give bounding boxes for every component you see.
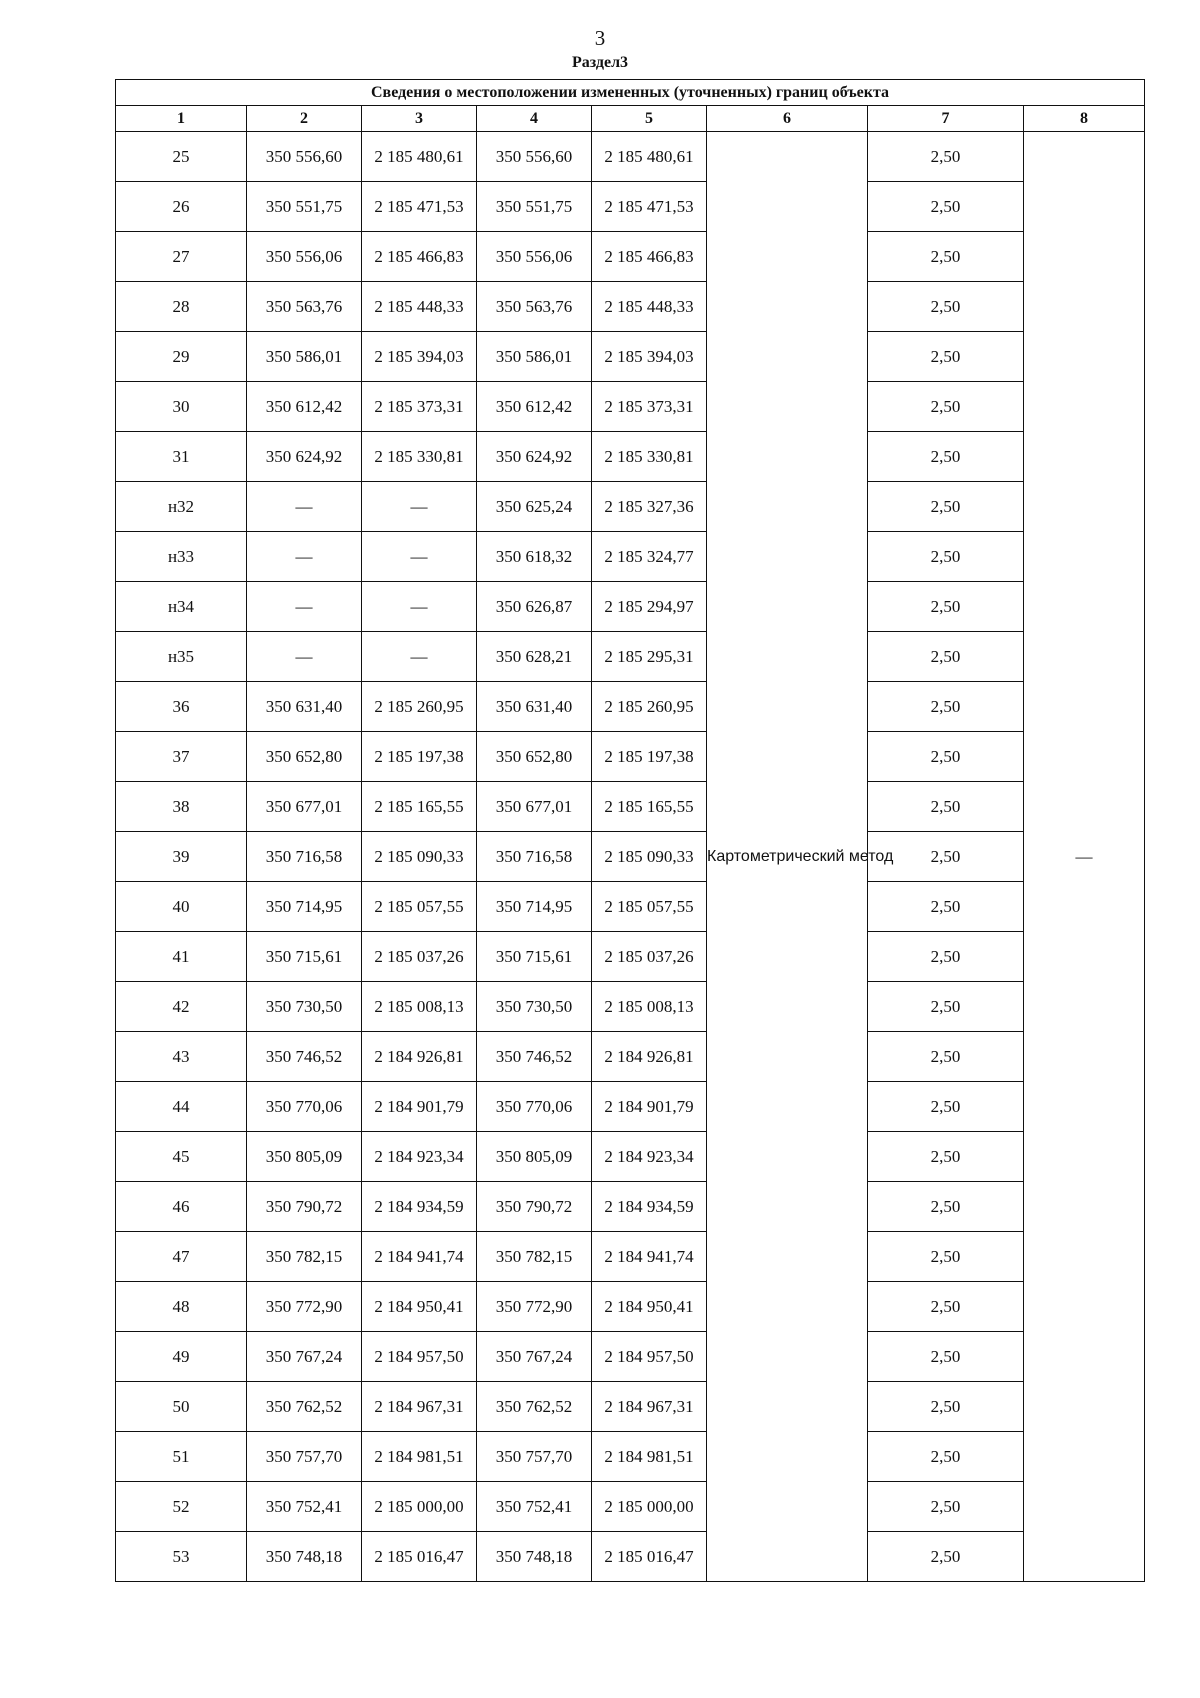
new-x-cell: 350 805,09 bbox=[477, 1132, 592, 1182]
point-number-cell: 25 bbox=[116, 132, 247, 182]
accuracy-cell: 2,50 bbox=[868, 1332, 1024, 1382]
table-row bbox=[116, 1282, 1145, 1332]
table-row bbox=[116, 782, 1145, 832]
section-title: Раздел3 bbox=[571, 54, 629, 71]
existing-y-cell: — bbox=[362, 632, 477, 682]
table-row bbox=[116, 332, 1145, 382]
existing-x-cell: 350 714,95 bbox=[247, 882, 362, 932]
accuracy-cell: 2,50 bbox=[868, 182, 1024, 232]
point-number-cell: 27 bbox=[116, 232, 247, 282]
accuracy-cell: 2,50 bbox=[868, 1232, 1024, 1282]
new-x-cell: 350 762,52 bbox=[477, 1382, 592, 1432]
point-number-cell: 47 bbox=[116, 1232, 247, 1282]
new-y-cell: 2 185 016,47 bbox=[592, 1532, 707, 1582]
new-x-cell: 350 628,21 bbox=[477, 632, 592, 682]
point-number-cell: 39 bbox=[116, 832, 247, 882]
existing-y-cell: 2 184 957,50 bbox=[362, 1332, 477, 1382]
accuracy-cell: 2,50 bbox=[868, 582, 1024, 632]
existing-x-cell: 350 748,18 bbox=[247, 1532, 362, 1582]
new-x-cell: 350 618,32 bbox=[477, 532, 592, 582]
point-number-cell: 38 bbox=[116, 782, 247, 832]
existing-x-cell: 350 715,61 bbox=[247, 932, 362, 982]
point-number-cell: 44 bbox=[116, 1082, 247, 1132]
new-x-cell: 350 631,40 bbox=[477, 682, 592, 732]
new-x-cell: 350 772,90 bbox=[477, 1282, 592, 1332]
existing-y-cell: 2 184 923,34 bbox=[362, 1132, 477, 1182]
accuracy-cell: 2,50 bbox=[868, 732, 1024, 782]
column-header: 8 bbox=[1024, 106, 1145, 132]
existing-y-cell: 2 185 037,26 bbox=[362, 932, 477, 982]
new-y-cell: 2 185 394,03 bbox=[592, 332, 707, 382]
new-x-cell: 350 767,24 bbox=[477, 1332, 592, 1382]
table-row bbox=[116, 132, 1145, 182]
existing-x-cell: 350 770,06 bbox=[247, 1082, 362, 1132]
existing-y-cell: 2 185 330,81 bbox=[362, 432, 477, 482]
table-row bbox=[116, 882, 1145, 932]
point-number-cell: 40 bbox=[116, 882, 247, 932]
existing-x-cell: — bbox=[247, 632, 362, 682]
accuracy-cell: 2,50 bbox=[868, 1482, 1024, 1532]
accuracy-cell: 2,50 bbox=[868, 1032, 1024, 1082]
existing-y-cell: 2 185 260,95 bbox=[362, 682, 477, 732]
new-y-cell: 2 184 950,41 bbox=[592, 1282, 707, 1332]
accuracy-cell: 2,50 bbox=[868, 632, 1024, 682]
existing-y-cell: 2 184 926,81 bbox=[362, 1032, 477, 1082]
table-caption: Сведения о местоположении измененных (уточненных) границ объекта bbox=[116, 80, 1145, 106]
point-number-cell: 30 bbox=[116, 382, 247, 432]
table-row bbox=[116, 832, 1145, 882]
new-y-cell: 2 185 327,36 bbox=[592, 482, 707, 532]
existing-y-cell: 2 185 394,03 bbox=[362, 332, 477, 382]
table-row bbox=[116, 282, 1145, 332]
table-row bbox=[116, 382, 1145, 432]
new-y-cell: 2 184 957,50 bbox=[592, 1332, 707, 1382]
column-header: 1 bbox=[116, 106, 247, 132]
existing-x-cell: 350 716,58 bbox=[247, 832, 362, 882]
table-row bbox=[116, 932, 1145, 982]
existing-x-cell: 350 772,90 bbox=[247, 1282, 362, 1332]
table-row bbox=[116, 1382, 1145, 1432]
accuracy-cell: 2,50 bbox=[868, 832, 1024, 882]
new-x-cell: 350 556,60 bbox=[477, 132, 592, 182]
column8-cell: — bbox=[1024, 132, 1145, 1582]
point-number-cell: 29 bbox=[116, 332, 247, 382]
new-y-cell: 2 185 037,26 bbox=[592, 932, 707, 982]
existing-x-cell: 350 746,52 bbox=[247, 1032, 362, 1082]
existing-y-cell: 2 184 967,31 bbox=[362, 1382, 477, 1432]
new-x-cell: 350 625,24 bbox=[477, 482, 592, 532]
existing-x-cell: 350 631,40 bbox=[247, 682, 362, 732]
existing-x-cell: 350 612,42 bbox=[247, 382, 362, 432]
accuracy-cell: 2,50 bbox=[868, 1282, 1024, 1332]
table-row bbox=[116, 1532, 1145, 1582]
table-row bbox=[116, 1132, 1145, 1182]
page-number: 3 bbox=[594, 26, 606, 50]
accuracy-cell: 2,50 bbox=[868, 1182, 1024, 1232]
new-y-cell: 2 185 448,33 bbox=[592, 282, 707, 332]
existing-y-cell: 2 184 941,74 bbox=[362, 1232, 477, 1282]
accuracy-cell: 2,50 bbox=[868, 782, 1024, 832]
new-x-cell: 350 782,15 bbox=[477, 1232, 592, 1282]
new-x-cell: 350 770,06 bbox=[477, 1082, 592, 1132]
new-y-cell: 2 185 057,55 bbox=[592, 882, 707, 932]
existing-y-cell: 2 184 981,51 bbox=[362, 1432, 477, 1482]
existing-y-cell: 2 185 000,00 bbox=[362, 1482, 477, 1532]
table-row bbox=[116, 1232, 1145, 1282]
new-x-cell: 350 677,01 bbox=[477, 782, 592, 832]
existing-y-cell: 2 185 090,33 bbox=[362, 832, 477, 882]
point-number-cell: 51 bbox=[116, 1432, 247, 1482]
existing-y-cell: 2 185 165,55 bbox=[362, 782, 477, 832]
column-header-row bbox=[116, 106, 1145, 132]
table-row bbox=[116, 1332, 1145, 1382]
new-y-cell: 2 184 967,31 bbox=[592, 1382, 707, 1432]
table-body bbox=[116, 132, 1145, 1582]
table-row bbox=[116, 682, 1145, 732]
accuracy-cell: 2,50 bbox=[868, 1432, 1024, 1482]
accuracy-cell: 2,50 bbox=[868, 532, 1024, 582]
existing-y-cell: 2 184 934,59 bbox=[362, 1182, 477, 1232]
accuracy-cell: 2,50 bbox=[868, 932, 1024, 982]
existing-x-cell: — bbox=[247, 532, 362, 582]
point-number-cell: 50 bbox=[116, 1382, 247, 1432]
new-x-cell: 350 790,72 bbox=[477, 1182, 592, 1232]
existing-x-cell: 350 677,01 bbox=[247, 782, 362, 832]
point-number-cell: 28 bbox=[116, 282, 247, 332]
new-x-cell: 350 746,52 bbox=[477, 1032, 592, 1082]
existing-y-cell: — bbox=[362, 582, 477, 632]
new-x-cell: 350 715,61 bbox=[477, 932, 592, 982]
new-x-cell: 350 748,18 bbox=[477, 1532, 592, 1582]
point-number-cell: 43 bbox=[116, 1032, 247, 1082]
point-number-cell: н32 bbox=[116, 482, 247, 532]
table-row bbox=[116, 1482, 1145, 1532]
new-x-cell: 350 652,80 bbox=[477, 732, 592, 782]
point-number-cell: 52 bbox=[116, 1482, 247, 1532]
existing-y-cell: 2 184 950,41 bbox=[362, 1282, 477, 1332]
point-number-cell: 49 bbox=[116, 1332, 247, 1382]
accuracy-cell: 2,50 bbox=[868, 982, 1024, 1032]
accuracy-cell: 2,50 bbox=[868, 382, 1024, 432]
table-row bbox=[116, 182, 1145, 232]
new-y-cell: 2 184 923,34 bbox=[592, 1132, 707, 1182]
new-y-cell: 2 184 941,74 bbox=[592, 1232, 707, 1282]
new-y-cell: 2 185 294,97 bbox=[592, 582, 707, 632]
accuracy-cell: 2,50 bbox=[868, 1382, 1024, 1432]
column-header: 2 bbox=[247, 106, 362, 132]
existing-y-cell: 2 185 197,38 bbox=[362, 732, 477, 782]
existing-x-cell: 350 586,01 bbox=[247, 332, 362, 382]
new-y-cell: 2 184 901,79 bbox=[592, 1082, 707, 1132]
table-row bbox=[116, 482, 1145, 532]
point-number-cell: 36 bbox=[116, 682, 247, 732]
point-number-cell: 48 bbox=[116, 1282, 247, 1332]
new-x-cell: 350 586,01 bbox=[477, 332, 592, 382]
new-y-cell: 2 185 090,33 bbox=[592, 832, 707, 882]
accuracy-cell: 2,50 bbox=[868, 1082, 1024, 1132]
table-row bbox=[116, 1032, 1145, 1082]
existing-x-cell: 350 551,75 bbox=[247, 182, 362, 232]
existing-x-cell: 350 556,60 bbox=[247, 132, 362, 182]
existing-x-cell: 350 563,76 bbox=[247, 282, 362, 332]
existing-x-cell: — bbox=[247, 482, 362, 532]
new-y-cell: 2 185 330,81 bbox=[592, 432, 707, 482]
new-x-cell: 350 714,95 bbox=[477, 882, 592, 932]
point-number-cell: н34 bbox=[116, 582, 247, 632]
existing-y-cell: — bbox=[362, 532, 477, 582]
new-y-cell: 2 185 324,77 bbox=[592, 532, 707, 582]
boundary-coordinates-table bbox=[115, 79, 1145, 1582]
new-x-cell: 350 612,42 bbox=[477, 382, 592, 432]
new-y-cell: 2 185 197,38 bbox=[592, 732, 707, 782]
existing-y-cell: 2 185 016,47 bbox=[362, 1532, 477, 1582]
table-row bbox=[116, 632, 1145, 682]
new-y-cell: 2 185 260,95 bbox=[592, 682, 707, 732]
existing-x-cell: 350 767,24 bbox=[247, 1332, 362, 1382]
existing-x-cell: 350 782,15 bbox=[247, 1232, 362, 1282]
existing-x-cell: 350 730,50 bbox=[247, 982, 362, 1032]
existing-x-cell: — bbox=[247, 582, 362, 632]
existing-y-cell: — bbox=[362, 482, 477, 532]
existing-y-cell: 2 185 471,53 bbox=[362, 182, 477, 232]
point-number-cell: н33 bbox=[116, 532, 247, 582]
new-y-cell: 2 185 295,31 bbox=[592, 632, 707, 682]
column-header: 7 bbox=[868, 106, 1024, 132]
new-y-cell: 2 185 373,31 bbox=[592, 382, 707, 432]
existing-y-cell: 2 185 448,33 bbox=[362, 282, 477, 332]
accuracy-cell: 2,50 bbox=[868, 232, 1024, 282]
column-header: 3 bbox=[362, 106, 477, 132]
existing-x-cell: 350 624,92 bbox=[247, 432, 362, 482]
new-y-cell: 2 185 471,53 bbox=[592, 182, 707, 232]
column-header: 6 bbox=[707, 106, 868, 132]
accuracy-cell: 2,50 bbox=[868, 1532, 1024, 1582]
point-number-cell: 46 bbox=[116, 1182, 247, 1232]
accuracy-cell: 2,50 bbox=[868, 282, 1024, 332]
point-number-cell: 26 bbox=[116, 182, 247, 232]
existing-y-cell: 2 184 901,79 bbox=[362, 1082, 477, 1132]
accuracy-cell: 2,50 bbox=[868, 432, 1024, 482]
point-number-cell: 41 bbox=[116, 932, 247, 982]
table-row bbox=[116, 232, 1145, 282]
point-number-cell: 53 bbox=[116, 1532, 247, 1582]
existing-y-cell: 2 185 057,55 bbox=[362, 882, 477, 932]
new-x-cell: 350 757,70 bbox=[477, 1432, 592, 1482]
table-row bbox=[116, 1432, 1145, 1482]
point-number-cell: 31 bbox=[116, 432, 247, 482]
new-y-cell: 2 185 008,13 bbox=[592, 982, 707, 1032]
existing-x-cell: 350 556,06 bbox=[247, 232, 362, 282]
new-x-cell: 350 563,76 bbox=[477, 282, 592, 332]
point-number-cell: н35 bbox=[116, 632, 247, 682]
new-x-cell: 350 626,87 bbox=[477, 582, 592, 632]
method-cell: Картометрический метод bbox=[707, 132, 868, 1582]
existing-x-cell: 350 752,41 bbox=[247, 1482, 362, 1532]
accuracy-cell: 2,50 bbox=[868, 1132, 1024, 1182]
accuracy-cell: 2,50 bbox=[868, 332, 1024, 382]
new-y-cell: 2 184 926,81 bbox=[592, 1032, 707, 1082]
existing-x-cell: 350 790,72 bbox=[247, 1182, 362, 1232]
new-x-cell: 350 730,50 bbox=[477, 982, 592, 1032]
existing-y-cell: 2 185 008,13 bbox=[362, 982, 477, 1032]
table-row bbox=[116, 582, 1145, 632]
existing-x-cell: 350 652,80 bbox=[247, 732, 362, 782]
table-row bbox=[116, 1082, 1145, 1132]
new-x-cell: 350 624,92 bbox=[477, 432, 592, 482]
new-y-cell: 2 185 000,00 bbox=[592, 1482, 707, 1532]
column-header: 5 bbox=[592, 106, 707, 132]
point-number-cell: 37 bbox=[116, 732, 247, 782]
accuracy-cell: 2,50 bbox=[868, 132, 1024, 182]
new-x-cell: 350 716,58 bbox=[477, 832, 592, 882]
table-row bbox=[116, 732, 1145, 782]
accuracy-cell: 2,50 bbox=[868, 682, 1024, 732]
existing-y-cell: 2 185 480,61 bbox=[362, 132, 477, 182]
existing-x-cell: 350 762,52 bbox=[247, 1382, 362, 1432]
existing-x-cell: 350 805,09 bbox=[247, 1132, 362, 1182]
new-y-cell: 2 184 934,59 bbox=[592, 1182, 707, 1232]
existing-x-cell: 350 757,70 bbox=[247, 1432, 362, 1482]
point-number-cell: 45 bbox=[116, 1132, 247, 1182]
table-row bbox=[116, 982, 1145, 1032]
new-y-cell: 2 185 165,55 bbox=[592, 782, 707, 832]
table-row bbox=[116, 1182, 1145, 1232]
existing-y-cell: 2 185 373,31 bbox=[362, 382, 477, 432]
column-header: 4 bbox=[477, 106, 592, 132]
new-x-cell: 350 551,75 bbox=[477, 182, 592, 232]
table-row bbox=[116, 432, 1145, 482]
new-y-cell: 2 185 466,83 bbox=[592, 232, 707, 282]
new-y-cell: 2 185 480,61 bbox=[592, 132, 707, 182]
accuracy-cell: 2,50 bbox=[868, 482, 1024, 532]
existing-y-cell: 2 185 466,83 bbox=[362, 232, 477, 282]
table-row bbox=[116, 532, 1145, 582]
point-number-cell: 42 bbox=[116, 982, 247, 1032]
new-y-cell: 2 184 981,51 bbox=[592, 1432, 707, 1482]
new-x-cell: 350 556,06 bbox=[477, 232, 592, 282]
new-x-cell: 350 752,41 bbox=[477, 1482, 592, 1532]
accuracy-cell: 2,50 bbox=[868, 882, 1024, 932]
